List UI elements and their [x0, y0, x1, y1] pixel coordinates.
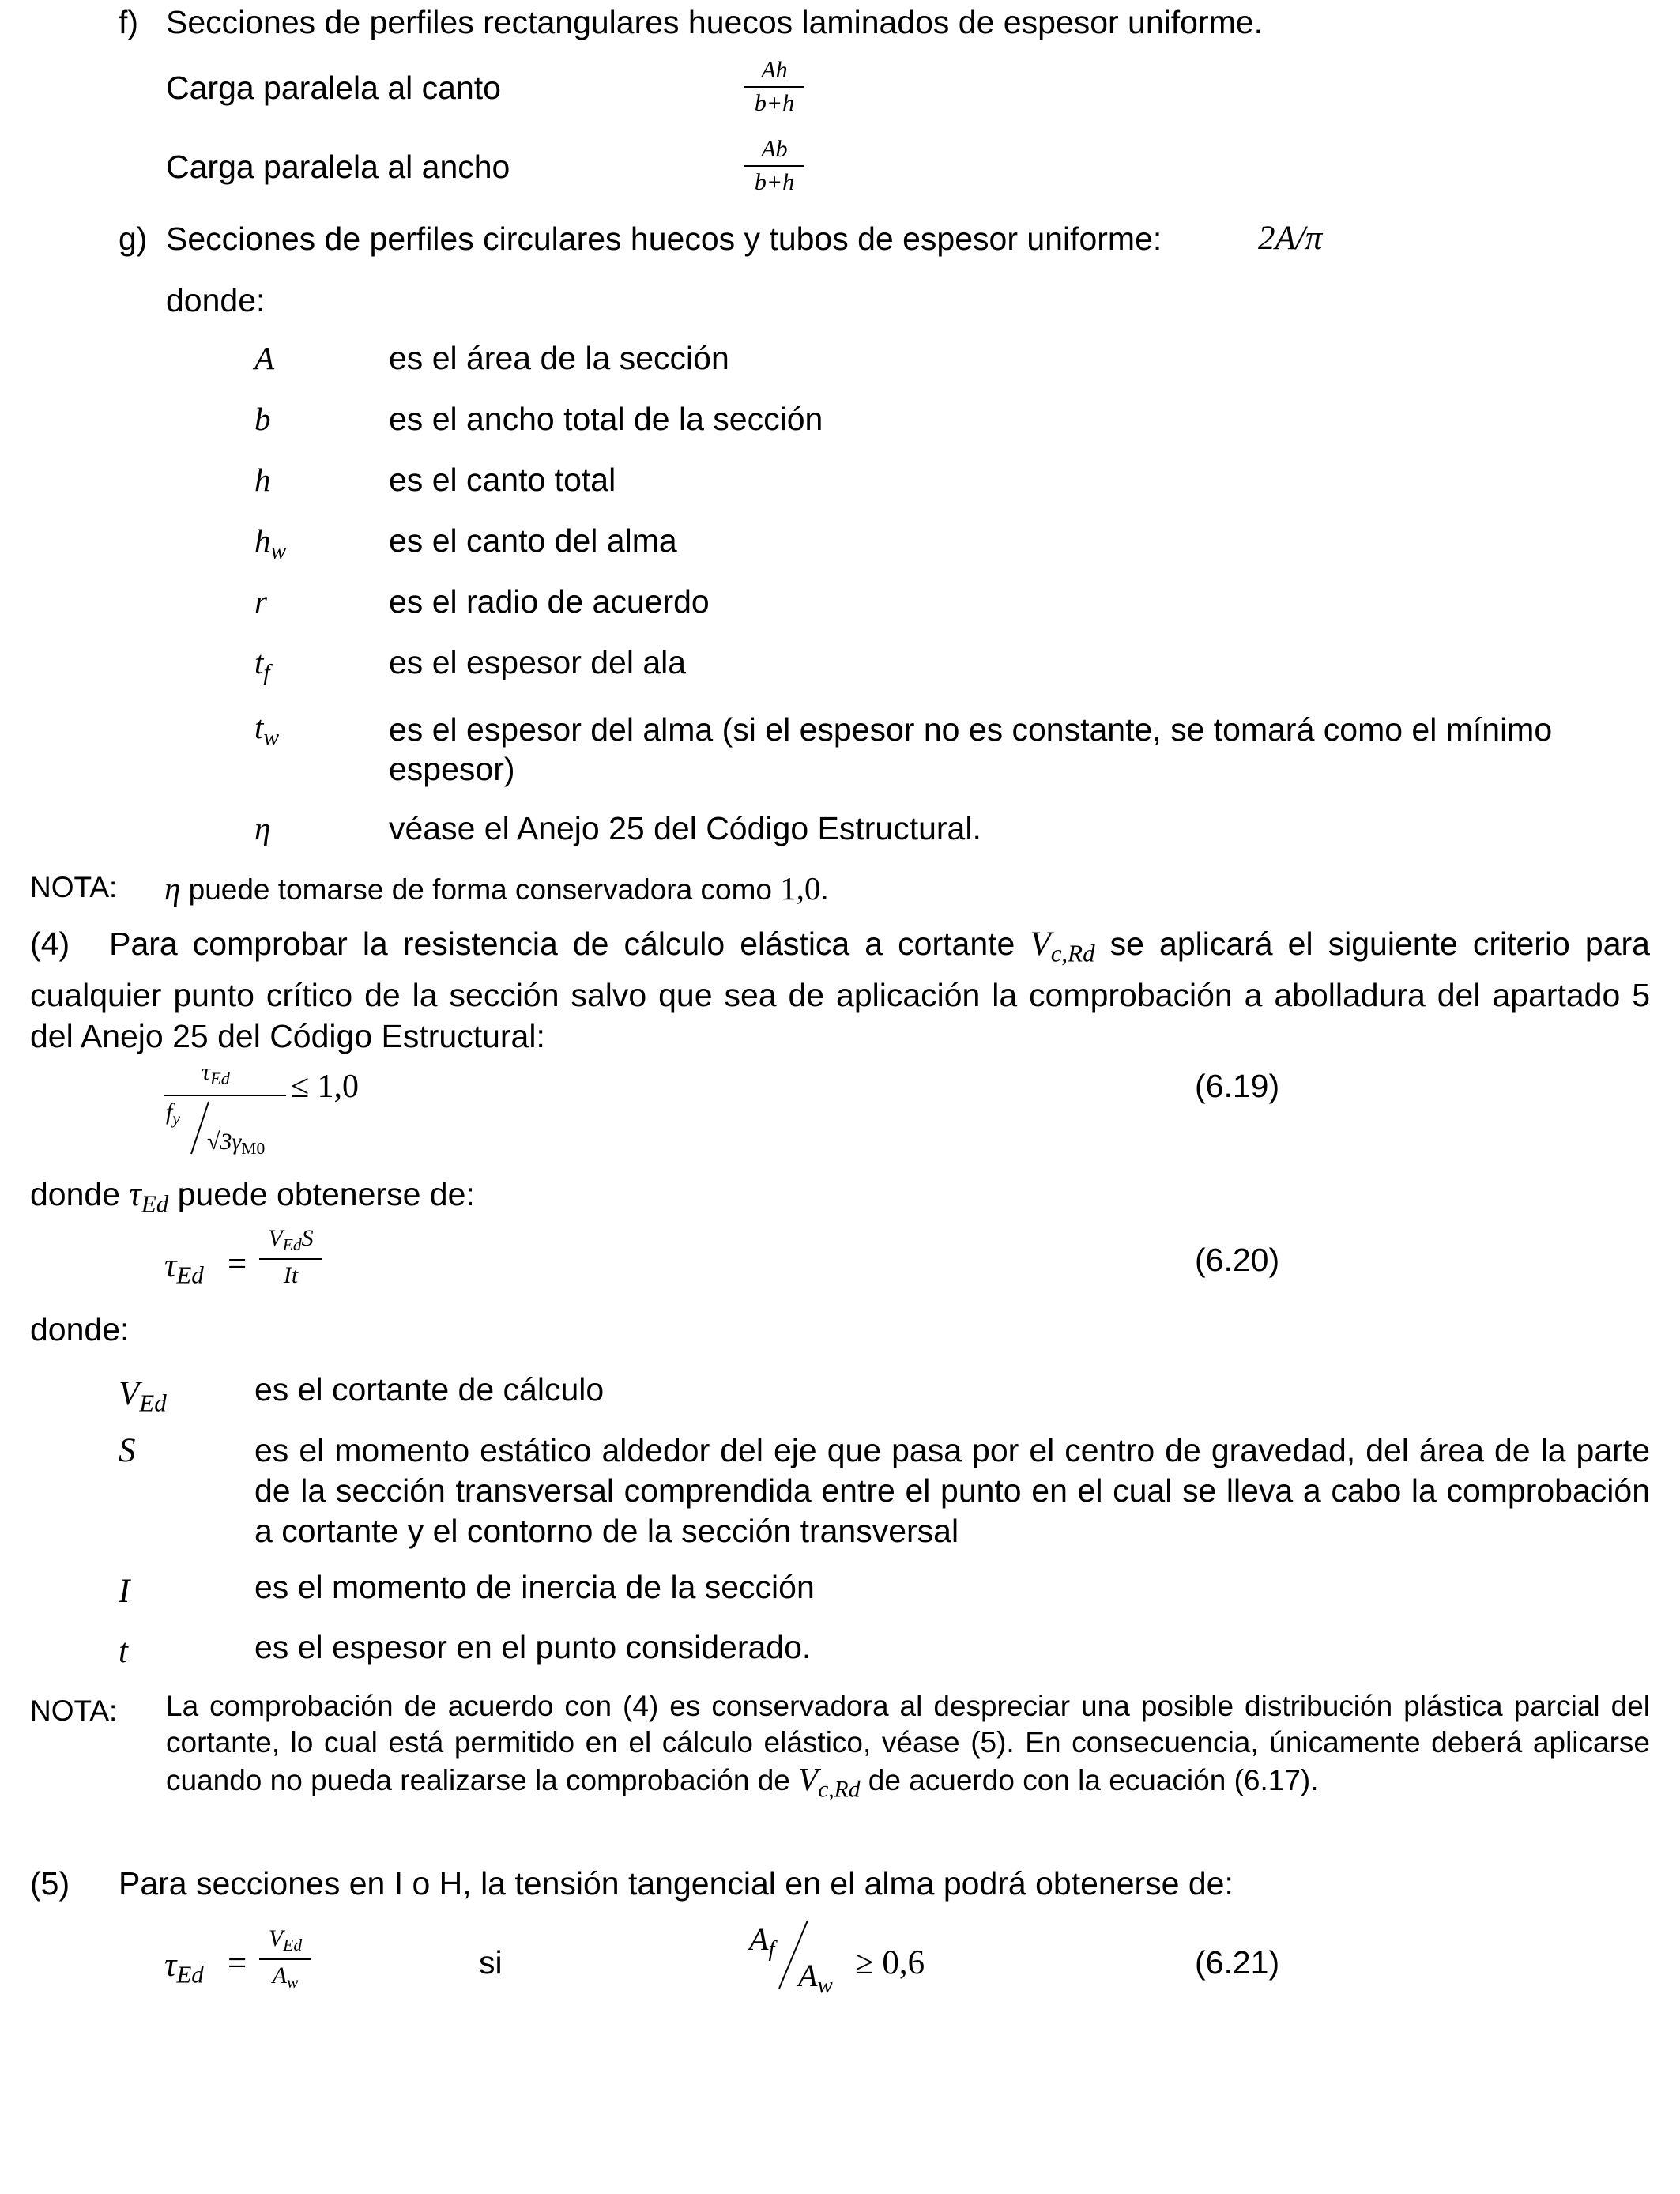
tau-ed-lhs: $\tau_{Ed}$ — [164, 1947, 204, 1989]
symbol-vcrd: $V_{c,Rd}$ — [1030, 925, 1095, 967]
formula-ah-over-bh — [744, 58, 804, 115]
definition-text: es el momento de inercia de la sección — [254, 1569, 815, 1605]
definition-text: es el momento estático aldedor del eje que pasa por el centro de gravedad, del área de la parte de la sección transversal comprendida entre el punto en el cual se lleva a cabo la comprobación a cortante y el contorno de la sección transversal — [254, 1432, 1650, 1549]
donde-label: donde: — [166, 282, 266, 319]
tau-ed-numerator: $\tau_{Ed}$ — [202, 1057, 230, 1089]
symbol-h: h — [254, 462, 271, 498]
formula-denominator: It — [283, 1261, 299, 1288]
symbol-t: t — [119, 1633, 128, 1670]
fraction-bar — [259, 1958, 311, 1960]
symbol-ved: $V_{Ed}$ — [119, 1375, 167, 1417]
donde-label: donde: — [30, 1311, 130, 1348]
donde-tau-line: donde $\tau_{Ed}$ puede obtenerse de: — [30, 1176, 475, 1218]
definition-text: es el radio de acuerdo — [389, 583, 710, 620]
sqrt3-gamma-m0-term: $√3\gamma_{M0}$ — [207, 1129, 266, 1159]
symbol-vcrd: $V_{c,Rd}$ — [798, 1761, 861, 1803]
equation-label: (6.20) — [1195, 1242, 1280, 1278]
load-parallel-width-label: Carga paralela al ancho — [166, 149, 510, 185]
note-text: La comprobación de acuerdo con (4) es conservadora al despreciar una posible distribución plástica parcial del cortante, lo cual está permitido en el cálculo elástico, véase (5). En consecuencia, únicamente deberá aplicarse cuando no pueda realizarse la comprobación de $V_{c,Rd}$ de acuerdo con la ecuación (6.17). — [166, 1690, 1650, 1803]
formula-numerator: Ah — [761, 57, 788, 83]
equals-sign: = — [228, 1246, 247, 1283]
formula-denominator: $A_w$ — [272, 1962, 299, 1992]
definition-text: es el espesor del ala — [389, 644, 687, 680]
note-label: NOTA: — [30, 1695, 118, 1727]
note-label: NOTA: — [30, 871, 118, 903]
fy-term: $f_y$ — [166, 1099, 180, 1129]
symbol-hw: $h_w$ — [254, 522, 287, 564]
formula-denominator: b+h — [754, 90, 795, 116]
definition-text: es el canto total — [389, 462, 616, 498]
definition-text: es el canto del alma — [389, 522, 677, 559]
symbol-eta: η — [254, 810, 271, 846]
fraction-bar — [744, 165, 804, 167]
definition-text: es el espesor en el punto considerado. — [254, 1629, 812, 1665]
symbol-i: I — [119, 1573, 130, 1610]
relation-geq-0-6: ≥ 0,6 — [855, 1944, 925, 1981]
formula-numerator: Ab — [761, 136, 788, 162]
equation-label: (6.21) — [1195, 1944, 1280, 1981]
formula-ab-over-bh — [744, 138, 804, 194]
definition-text: es el espesor del alma (si el espesor no es constante, se tomará como el mínimo espesor) — [389, 711, 1553, 787]
formula-denominator: b+h — [754, 169, 795, 195]
item-f-text: Secciones de perfiles rectangulares huecos laminados de espesor uniforme. — [166, 4, 1263, 40]
si-word: si — [479, 1944, 503, 1981]
paragraph-5-text: Para secciones en I o H, la tensión tangencial en el alma podrá obtenerse de: — [119, 1865, 1234, 1902]
item-g-text: Secciones de perfiles circulares huecos y tubos de espesor uniforme: — [166, 221, 1162, 257]
af-term: $A_f$ — [749, 1921, 775, 1962]
paragraph-number: (4) — [30, 925, 70, 962]
symbol-s: S — [119, 1432, 136, 1469]
aw-term: $A_w$ — [798, 1958, 833, 1999]
symbol-a: A — [254, 340, 275, 376]
relation-leq-1: ≤ 1,0 — [291, 1069, 360, 1105]
symbol-tf: $t_f$ — [254, 644, 270, 686]
equation-label: (6.19) — [1195, 1068, 1280, 1104]
formula-2a-over-pi: 2A/π — [1258, 220, 1323, 257]
definition-text: es el cortante de cálculo — [254, 1371, 605, 1408]
equals-sign: = — [228, 1945, 247, 1982]
symbol-tw: $t_w$ — [254, 709, 280, 751]
fraction-ved-s-over-it — [259, 1227, 322, 1287]
fraction-bar — [744, 86, 804, 88]
formula-numerator: $V_{Ed}$ — [268, 1925, 303, 1955]
definition-text: véase el Anejo 25 del Código Estructural. — [389, 810, 981, 846]
definition-text: es el área de la sección — [389, 340, 729, 376]
tau-ed-lhs: $\tau_{Ed}$ — [164, 1247, 204, 1289]
fraction-bar — [259, 1258, 322, 1260]
fraction-ved-over-aw — [259, 1927, 311, 1991]
symbol-r: r — [254, 583, 267, 620]
item-marker-g: g) — [119, 221, 148, 257]
symbol-b: b — [254, 401, 271, 437]
definition-text: es el ancho total de la sección — [389, 401, 823, 437]
fraction-bar — [164, 1095, 286, 1096]
formula-numerator: $V_{Ed}S$ — [268, 1225, 314, 1255]
note-eta-text: η puede tomarse de forma conservadora como 1,0. — [164, 870, 829, 907]
paragraph-4: (4) Para comprobar la resistencia de cálculo elástica a cortante $V_{c,Rd}$ se aplicará el siguiente criterio para cualquier punto crítico de la sección salvo que sea de aplicación la comprobación a abolladura del apartado 5 del Anejo 25 del Código Estructural: — [30, 925, 1650, 1054]
item-marker-f: f) — [119, 4, 139, 40]
load-parallel-depth-label: Carga paralela al canto — [166, 70, 501, 106]
paragraph-number: (5) — [30, 1865, 70, 1902]
